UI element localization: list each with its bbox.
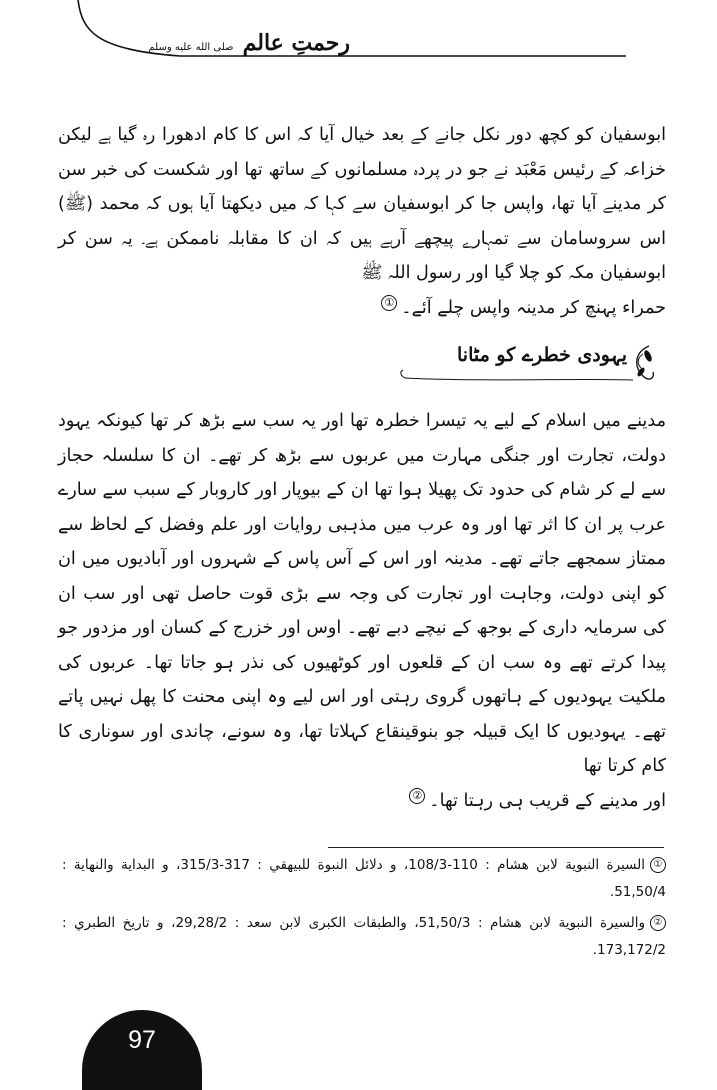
footnote-ref-2: ② — [409, 788, 425, 804]
footnote-1-number: ① — [650, 857, 666, 873]
footnote-1-text: السيرة النبوية لابن هشام : 110-108/3، و دلائل النبوة للبيهقي : 317-315/3، و البداية والنهاية : 51,50/4. — [62, 857, 666, 900]
footnotes — [62, 852, 666, 968]
page-number-tab — [82, 1010, 202, 1090]
running-header — [148, 30, 350, 56]
paragraph-2-last-line — [58, 784, 666, 819]
page-number: 97 — [128, 1026, 156, 1054]
paragraph-2 — [58, 404, 666, 818]
footnote-1 — [62, 852, 666, 906]
section-title: یہودی خطرے کو مٹانا — [457, 344, 627, 366]
header-honorific: صلى الله عليه وسلم — [148, 42, 234, 53]
paragraph-1 — [58, 118, 666, 325]
paragraph-2-closing: اور مدینے کے قریب ہی رہتا تھا۔ — [429, 790, 666, 811]
footnote-2-number: ② — [650, 915, 666, 931]
paragraph-1-text: ابوسفیان کو کچھ دور نکل جانے کے بعد خیال آیا کہ اس کا کام ادھورا رہ گیا ہے لیکن خزاعہ کے رئیس مَعْبَد نے جو در پردہ مسلمانوں کے ساتھ تھا اور شکست کی خبر سن کر مدینے آیا تھا، واپس جا کر ابوسفیان سے کہا کہ میں دیکھتا آیا ہوں کہ محمد (ﷺ) اس سروسامان سے تمہارے پیچھے آرہے ہیں کہ ان کا مقابلہ ناممکن ہے۔ یہ سن کر ابوسفیان مکہ کو چلا گیا اور رسول اللہ ﷺ — [58, 125, 666, 283]
footnote-2 — [62, 910, 666, 964]
footnote-2-text: والسيرة النبوية لابن هشام : 51,50/3، والطبقات الكبرى لابن سعد : 29,28/2، و تاريخ الطبري : 173,172/2. — [62, 915, 666, 958]
footnote-ref-1: ① — [381, 295, 397, 311]
footnote-divider — [328, 847, 664, 848]
section-heading — [397, 342, 657, 382]
paragraph-1-closing: حمراء پہنچ کر مدینہ واپس چلے آئے۔ — [401, 297, 666, 318]
paragraph-2-text: مدینے میں اسلام کے لیے یہ تیسرا خطرہ تھا اور یہ سب سے بڑھ کر تھا کیونکہ یہود دولت، تجارت اور جنگی مہارت میں عربوں سے بڑھ کر تھے۔ ان کا سلسلہ حجاز سے لے کر شام کی حدود تک پھیلا ہوا تھا ان کے بیوپار اور کاروبار کے سبب سے سارے عرب پر ان کا اثر تھا اور وہ عرب میں مذہبی روایات اور علم وفضل کے لحاظ سے ممتاز سمجھے جاتے تھے۔ مدینہ اور اس کے آس پاس کے شہروں اور آبادیوں میں ان کو اپنی دولت، وجاہت اور تجارت کی وجہ سے بڑی قوت حاصل تھی اور سب ان کی سرمایہ داری کے بوجھ کے نیچے دبے تھے۔ اوس اور خزرج کے کسان اور مزدور جو پیدا کرتے تھے وہ سب ان کے قلعوں اور کوٹھیوں کی نذر ہو جاتا تھا۔ عربوں کی ملکیت یہودیوں کے ہاتھوں گروی رہتی اور اس لیے وہ اپنی محنت کا پھل نہیں پاتے تھے۔ یہودیوں کا ایک قبیلہ جو بنوقینقاع کہلاتا تھا، وہ سونے، چاندی اور سوناری کا کام کرتا تھا — [58, 411, 666, 776]
header-title: رحمتِ عالم — [242, 30, 350, 56]
paragraph-1-last-line — [58, 291, 666, 326]
